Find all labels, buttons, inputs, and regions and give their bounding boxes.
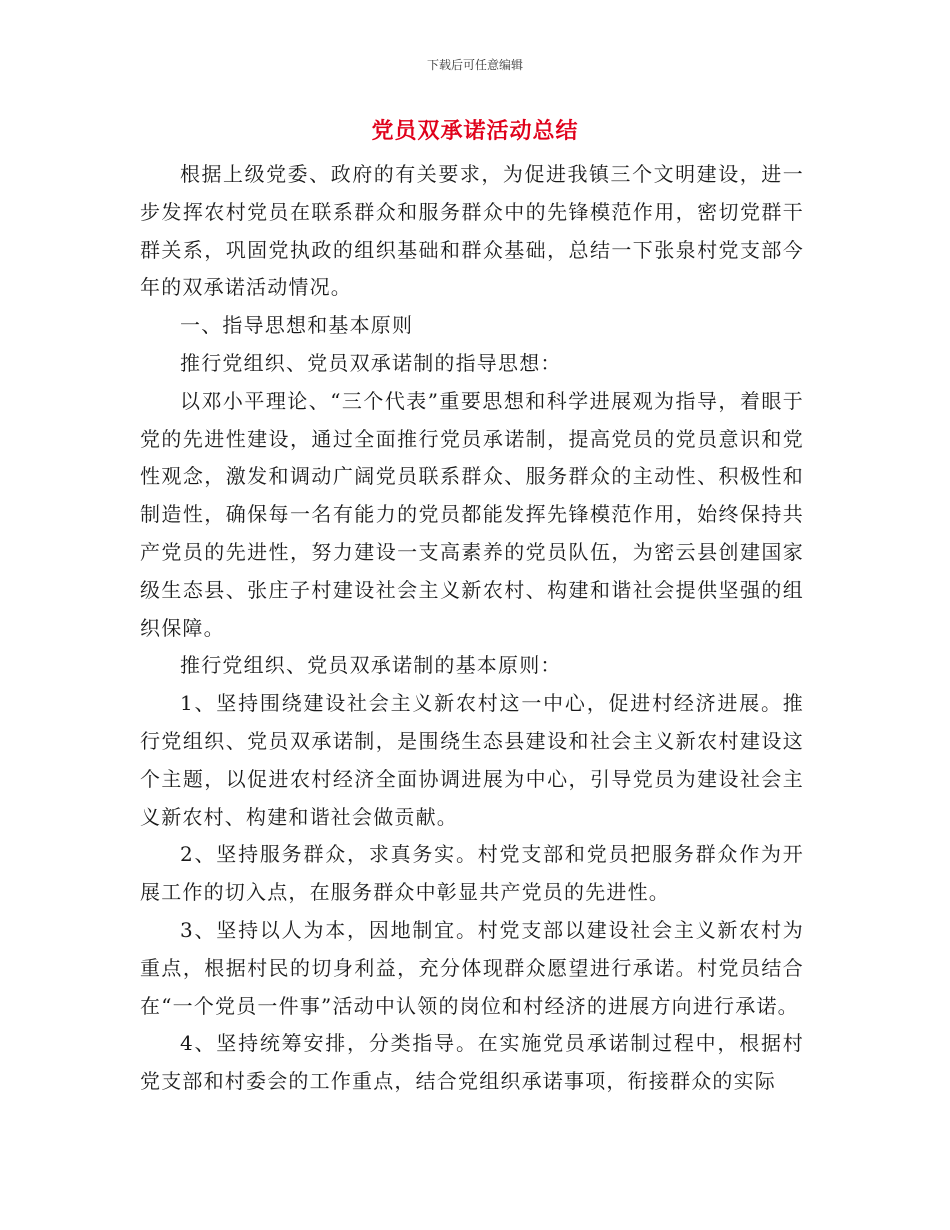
paragraph-principle-2: 2、坚持服务群众，求真务实。村党支部和党员把服务群众作为开展工作的切入点，在服务群众中彰显共产党员的先进性。 bbox=[140, 842, 804, 905]
paragraph-intro: 根据上级党委、政府的有关要求，为促进我镇三个文明建设，进一步发挥农村党员在联系群众和服务群众中的先锋模范作用，密切党群干群关系，巩固党执政的组织基础和群众基础，总结一下张泉村党支部今年的双承诺活动情况。 bbox=[140, 162, 804, 300]
subheading-guiding-ideology: 推行党组织、党员双承诺制的指导思想： bbox=[180, 350, 562, 375]
section-heading-guiding-principles: 一、指导思想和基本原则 bbox=[180, 313, 414, 338]
paragraph-principle-3: 3、坚持以人为本，因地制宜。村党支部以建设社会主义新农村为重点，根据村民的切身利益，充分体现群众愿望进行承诺。村党员结合在“一个党员一件事”活动中认领的岗位和村经济的进展方向进行承诺。 bbox=[140, 917, 804, 1018]
paragraph-principle-1: 1、坚持围绕建设社会主义新农村这一中心，促进村经济进展。推行党组织、党员双承诺制，是围绕生态县建设和社会主义新农村建设这个主题，以促进农村经济全面协调进展为中心，引导党员为建设社会主义新农村、构建和谐社会做贡献。 bbox=[140, 691, 804, 829]
document-body bbox=[140, 156, 804, 1101]
subheading-basic-principles: 推行党组织、党员双承诺制的基本原则： bbox=[180, 653, 562, 678]
paragraph-principle-4: 4、坚持统筹安排，分类指导。在实施党员承诺制过程中，根据村党支部和村委会的工作重点，结合党组织承诺事项，衔接群众的实际 bbox=[140, 1031, 804, 1094]
paragraph-guiding-ideology: 以邓小平理论、“三个代表”重要思想和科学进展观为指导，着眼于党的先进性建设，通过全面推行党员承诺制，提高党员的党员意识和党性观念，激发和调动广阔党员联系群众、服务群众的主动性、积极性和制造性，确保每一名有能力的党员都能发挥先锋模范作用，始终保持共产党员的先进性，努力建设一支高素养的党员队伍，为密云县创建国家级生态县、张庄子村建设社会主义新农村、构建和谐社会提供坚强的组织保障。 bbox=[140, 388, 804, 640]
document-title: 党员双承诺活动总结 bbox=[371, 119, 579, 144]
header-note: 下载后可任意编辑 bbox=[426, 58, 523, 72]
